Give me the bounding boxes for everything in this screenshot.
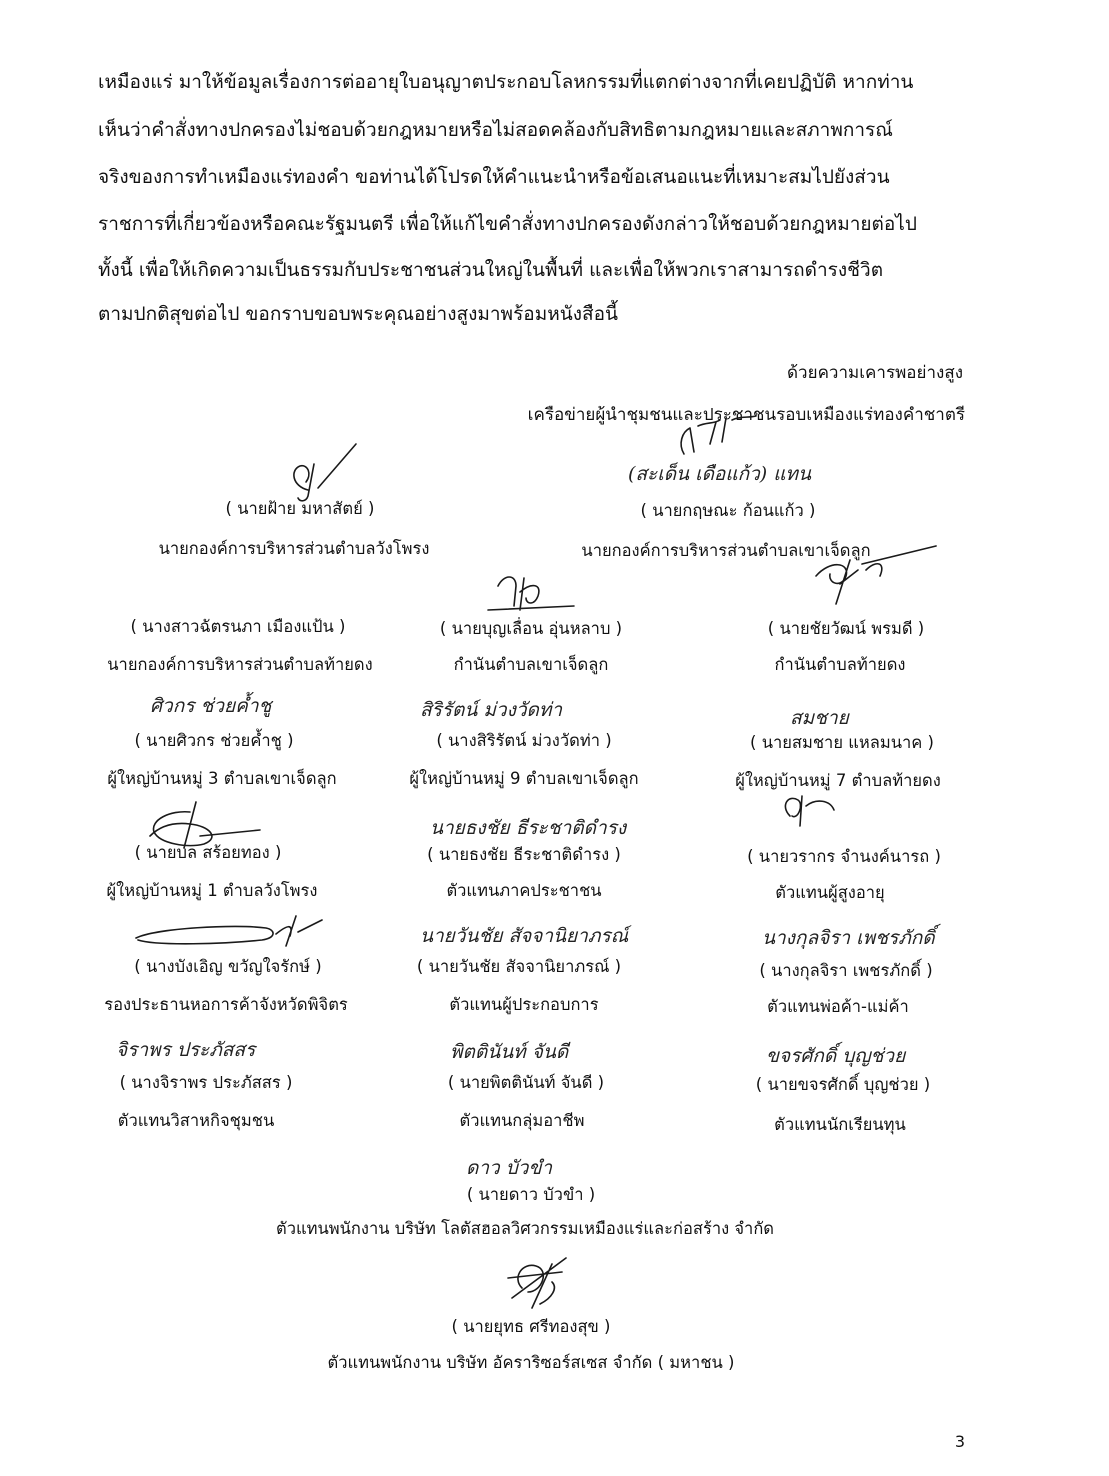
signatory-name: ( นางบังเอิญ ขวัญใจรักษ์ ) bbox=[134, 957, 322, 976]
svg-text:นายวันชัย สัจจานิยาภรณ์: นายวันชัย สัจจานิยาภรณ์ bbox=[420, 925, 629, 947]
signatory-name: ( นายศิวกร ช่วยค้ำชู ) bbox=[134, 731, 294, 750]
signatory-position: ผู้ใหญ่บ้านหมู่ 7 ตำบลท้ายดง bbox=[735, 771, 941, 790]
paragraph-line: เหมืองแร่ มาให้ข้อมูลเรื่องการต่ออายุใบอนุญาตประกอบโลหกรรมที่แตกต่างจากที่เคยปฏิบัติ หากท่าน bbox=[98, 71, 914, 93]
signatory-name: ( นายบล สร้อยทอง ) bbox=[134, 843, 282, 862]
signature-handwritten-text bbox=[420, 916, 680, 952]
signatory-name: ( นางสิริรัตน์ ม่วงวัดท่า ) bbox=[436, 731, 612, 750]
signature-handwritten-text bbox=[762, 918, 962, 954]
signatory-name: ( นายบุญเลื่อน อุ่นหลาบ ) bbox=[439, 619, 623, 638]
paragraph-line: ตามปกติสุขต่อไป ขอกราบขอบพระคุณอย่างสูงมาพร้อมหนังสือนี้ bbox=[98, 303, 619, 325]
svg-text:(สะเด็น เดือแก้ว) แทน: (สะเด็น เดือแก้ว) แทน bbox=[628, 463, 811, 485]
signatory-position: ตัวแทนพนักงาน บริษัท อัคราริซอร์สเซส จำกัด ( มหาชน ) bbox=[327, 1353, 735, 1372]
svg-text:จิราพร ประภัสสร: จิราพร ประภัสสร bbox=[116, 1039, 256, 1061]
signatory-position: ตัวแทนพ่อค้า-แม่ค้า bbox=[767, 997, 909, 1016]
signatory-name: ( นายยุทธ ศรีทองสุข ) bbox=[451, 1317, 611, 1336]
signature bbox=[492, 1248, 582, 1318]
svg-text:สิริรัตน์ ม่วงวัดท่า: สิริรัตน์ ม่วงวัดท่า bbox=[420, 699, 563, 721]
signature-handwritten-text bbox=[450, 1032, 610, 1066]
signature bbox=[126, 906, 326, 950]
signatory-position: รองประธานหอการค้าจังหวัดพิจิตร bbox=[104, 995, 348, 1014]
signatory-position: นายกองค์การบริหารส่วนตำบลเขาเจ็ดลูก bbox=[581, 541, 871, 560]
signature-handwritten-text bbox=[466, 1148, 606, 1182]
svg-text:พิตตินันท์ จันดี: พิตตินันท์ จันดี bbox=[450, 1041, 569, 1063]
signatory-position: ตัวแทนพนักงาน บริษัท โลตัสฮอลวิศวกรรมเหมืองแร่และก่อสร้าง จำกัด bbox=[275, 1219, 775, 1238]
signatory-name: ( นายพิตตินันท์ จันดี ) bbox=[447, 1073, 605, 1092]
signature-handwritten-text bbox=[766, 1036, 946, 1070]
signatory-name: ( นางสาวฉัตรนภา เมืองแป้น ) bbox=[130, 617, 346, 636]
signatory-position: ผู้ใหญ่บ้านหมู่ 9 ตำบลเขาเจ็ดลูก bbox=[409, 769, 639, 788]
signatory-position: ตัวแทนภาคประชาชน bbox=[446, 881, 602, 900]
signatory-position: ตัวแทนวิสาหกิจชุมชน bbox=[117, 1111, 275, 1130]
signatory-name: ( นายดาว บัวขำ ) bbox=[466, 1185, 596, 1204]
signatory-position: ผู้ใหญ่บ้านหมู่ 1 ตำบลวังโพรง bbox=[106, 881, 318, 900]
signatory-name: ( นายฝ้าย มหาสัตย์ ) bbox=[225, 499, 375, 518]
signatory-position: ตัวแทนกลุ่มอาชีพ bbox=[459, 1111, 585, 1130]
signature bbox=[770, 786, 850, 836]
signatory-name: ( นายธงชัย ธีระชาติดำรง ) bbox=[427, 845, 621, 864]
signatory-position: กำนันตำบลท้ายดง bbox=[774, 655, 906, 674]
signatory-name: ( นายกฤษณะ ก้อนแก้ว ) bbox=[640, 501, 816, 520]
signatory-name: ( นายชัยวัฒน์ พรมดี ) bbox=[767, 619, 925, 638]
paragraph-line: ทั้งนี้ เพื่อให้เกิดความเป็นธรรมกับประชาชนส่วนใหญ่ในพื้นที่ และเพื่อให้พวกเราสามารถดำรงชีวิต bbox=[98, 259, 884, 281]
svg-text:สมชาย: สมชาย bbox=[790, 707, 849, 729]
svg-text:ขจรศักดิ์ บุญช่วย: ขจรศักดิ์ บุญช่วย bbox=[766, 1045, 906, 1067]
signatory-name: ( นายขจรศักดิ์ บุญช่วย ) bbox=[755, 1075, 931, 1094]
signatory-position: ตัวแทนผู้สูงอายุ bbox=[775, 883, 885, 902]
signatory-position: นายกองค์การบริหารส่วนตำบลวังโพรง bbox=[158, 539, 430, 558]
network-name: เครือข่ายผู้นำชุมชนและประชาชนรอบเหมืองแร่ทองคำชาตรี bbox=[527, 405, 965, 425]
body-paragraph bbox=[98, 70, 978, 330]
signature-handwritten-text bbox=[430, 808, 690, 844]
signatory-name: ( นายวันชัย สัจจานิยาภรณ์ ) bbox=[416, 957, 622, 976]
paragraph-line: เห็นว่าคำสั่งทางปกครองไม่ชอบด้วยกฎหมายหรือไม่สอดคล้องกับสิทธิตามกฎหมายและสภาพการณ์ bbox=[98, 119, 893, 141]
svg-text:นายธงชัย ธีระชาติดำรง: นายธงชัย ธีระชาติดำรง bbox=[430, 817, 627, 839]
svg-text:ดาว บัวขำ: ดาว บัวขำ bbox=[466, 1157, 553, 1179]
signatory-position: ตัวแทนผู้ประกอบการ bbox=[449, 995, 599, 1014]
signatory-position: ผู้ใหญ่บ้านหมู่ 3 ตำบลเขาเจ็ดลูก bbox=[107, 769, 337, 788]
page-number: 3 bbox=[954, 1432, 965, 1451]
signature bbox=[486, 566, 576, 616]
signatory-name: ( นายวรากร จำนงค์นารถ ) bbox=[747, 847, 941, 866]
signature-handwritten-text bbox=[790, 698, 910, 732]
signature-handwritten-text bbox=[116, 1030, 336, 1066]
paragraph-line: ราชการที่เกี่ยวข้องหรือคณะรัฐมนตรี เพื่อให้แก้ไขคำสั่งทางปกครองดังกล่าวให้ชอบด้วยกฎหมายต่อไป bbox=[98, 213, 917, 235]
signatory-position: นายกองค์การบริหารส่วนตำบลท้ายดง bbox=[107, 655, 373, 674]
signatory-position: กำนันตำบลเขาเจ็ดลูก bbox=[453, 655, 609, 674]
paragraph-line: จริงของการทำเหมืองแร่ทองคำ ขอท่านได้โปรดให้คำแนะนำหรือข้อเสนอแนะที่เหมาะสมไปยังส่วน bbox=[98, 166, 890, 188]
closing-salutation: ด้วยความเคารพอย่างสูง bbox=[787, 363, 963, 383]
svg-text:ศิวกร ช่วยค้ำชู: ศิวกร ช่วยค้ำชู bbox=[150, 695, 272, 717]
signatory-name: ( นางจิราพร ประภัสสร ) bbox=[119, 1073, 293, 1092]
signature-handwritten-text bbox=[150, 684, 330, 724]
signature-handwritten-text bbox=[628, 454, 898, 490]
signatory-name: ( นายสมชาย แหลมนาค ) bbox=[750, 733, 934, 752]
signatory-name: ( นางกุลจิรา เพชรภักดิ์ ) bbox=[759, 961, 933, 980]
svg-text:นางกุลจิรา เพชรภักดิ์: นางกุลจิรา เพชรภักดิ์ bbox=[762, 927, 935, 949]
signature-handwritten-text bbox=[420, 688, 640, 728]
signatory-position: ตัวแทนนักเรียนทุน bbox=[774, 1115, 906, 1134]
